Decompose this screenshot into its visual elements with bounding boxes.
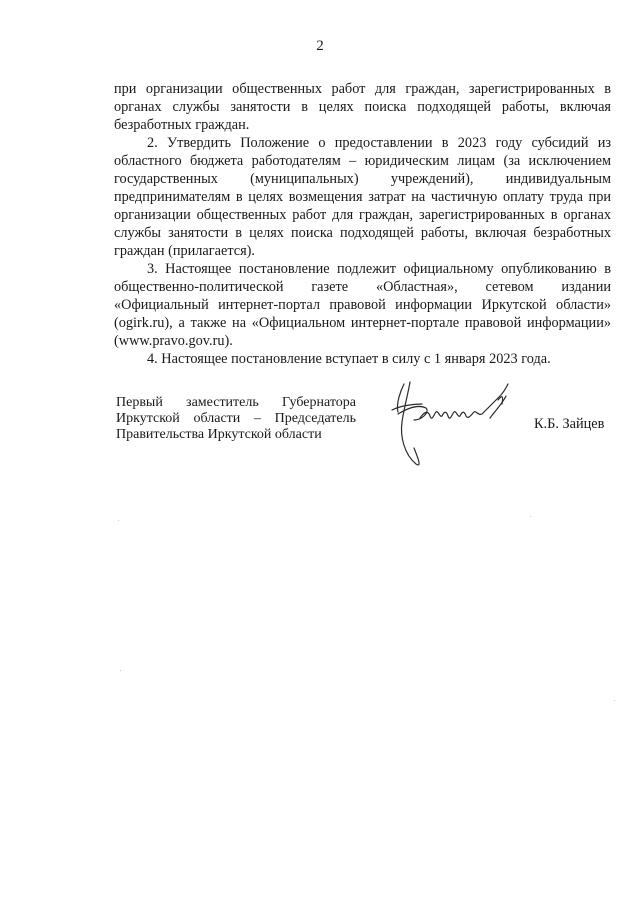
paragraph-item-3: 3. Настоящее постановление подлежит официальному опубликованию в общественно-политической газете «Областная», сетевом издании «Официальный интернет-портал правовой информации Иркутской области» (ogirk.ru), а также на «Официальном интернет-портале правовой информации» (www.pravo.gov.ru). bbox=[114, 261, 611, 349]
signatory-position-line: Иркутской области – Председатель bbox=[116, 411, 356, 426]
signatory-position-line: Первый заместитель Губернатора bbox=[116, 395, 356, 410]
scan-artifact bbox=[614, 700, 615, 701]
page-number: 2 bbox=[316, 38, 324, 54]
document-body bbox=[114, 80, 611, 368]
paragraph-item-4: 4. Настоящее постановление вступает в силу с 1 января 2023 года. bbox=[147, 351, 551, 367]
signatory-position bbox=[116, 395, 356, 443]
scan-artifact bbox=[120, 670, 121, 671]
paragraph-continuation: при организации общественных работ для граждан, зарегистрированных в органах службы занятости в целях поиска подходящей работы, включая безработных граждан. bbox=[114, 81, 611, 133]
signatory-name: К.Б. Зайцев bbox=[534, 416, 605, 432]
scan-artifact bbox=[530, 516, 531, 517]
signatory-position-line: Правительства Иркутской области bbox=[116, 427, 322, 442]
handwritten-signature bbox=[378, 374, 528, 474]
paragraph-item-2: 2. Утвердить Положение о предоставлении в 2023 году субсидий из областного бюджета работодателям – юридическим лицам (за исключением государственных (муниципальных) учреждений), индивидуальным предпринимателям в целях возмещения затрат на частичную оплату труда при организации общественных работ для граждан, зарегистрированных в органах службы занятости в целях поиска подходящей работы, включая безработных граждан (прилагается). bbox=[114, 135, 611, 259]
scan-artifact bbox=[118, 520, 119, 521]
